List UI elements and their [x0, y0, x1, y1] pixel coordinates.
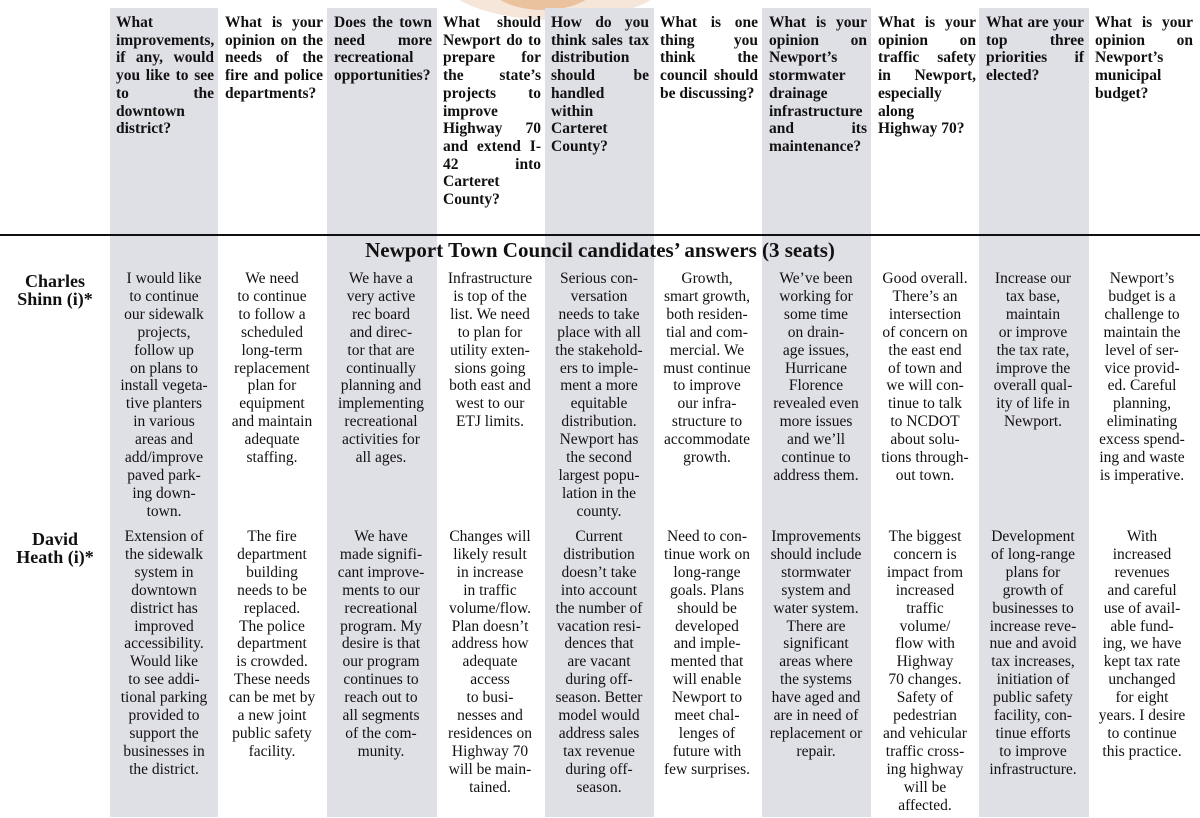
question-recreation: Does the town need more recreational opportunities?	[334, 14, 432, 85]
answer-shinn-traffic-safety: Good overall. There’s an intersection of concern on the east end of town and we will con- tinue to talk to NCDOT about solu- tions through- out town.	[881, 270, 969, 484]
candidate-last-name: Shinn (i)*	[17, 289, 93, 309]
answer-shinn-priorities: Increase our tax base, maintain or improve the tax rate, improve the overall qual- ity of life in Newport.	[993, 270, 1073, 431]
question-council-discussion: What is one thing you think the council should be discussing?	[660, 14, 758, 102]
answer-shinn-stormwater: We’ve been working for some time on drain- age issues, Hurricane Florence revealed even more issues and we’ll continue to address them.	[773, 270, 859, 484]
question-downtown: What improvements, if any, would you like to see to the downtown district?	[116, 14, 215, 138]
answer-shinn-council-discussion: Growth, smart growth, both residen- tial and com- mercial. We must continue to improve our infra- structure to accommodate growth.	[663, 270, 751, 467]
answer-shinn-downtown: I would like to continue our sidewalk projects, follow up on plans to install vegeta- tive planters in various areas and add/improve paved park- ing down- town.	[120, 270, 208, 520]
answer-shinn-recreation: We have a very active rec board and direc- tor that are continually planning and implementing recreational activities for all ages.	[337, 270, 425, 467]
question-traffic-safety: What is your opinion on traffic safety in Newport, especially along Highway 70?	[878, 14, 976, 138]
question-header-row	[0, 14, 1200, 234]
answer-shinn-fire-police: We need to continue to follow a scheduled long-term replacement plan for equipment and maintain adequate staffing.	[231, 270, 313, 467]
question-budget: What is your opinion on Newport’s municipal budget?	[1095, 14, 1193, 102]
answer-heath-downtown: Extension of the sidewalk system in downtown district has improved accessibility. Would like to see addi- tional parking provided to support the businesses in the district.	[120, 528, 208, 778]
answer-heath-priorities: Development of long-range plans for growth of businesses to increase reve- nue and avoid tax increases, initiation of public safety facility, con- tinue efforts to improve infrastructure.	[989, 528, 1077, 778]
answer-heath-fire-police: The fire department building needs to be replaced. The police department is crowded. These needs can be met by a new joint public safety facility.	[228, 528, 316, 760]
answer-shinn-highway-70: Infrastructure is top of the list. We need to plan for utility exten- sions going both east and west to our ETJ limits.	[447, 270, 533, 431]
answer-heath-council-discussion: Need to con- tinue work on long-range goals. Plans should be developed and imple- mented that will enable Newport to meet chal- lenges of future with few surprises.	[663, 528, 751, 778]
answer-heath-sales-tax: Current distribution doesn’t take into account the number of vacation resi- dences that are vacant during off- season. Better model would address sales tax revenue during off- season.	[555, 528, 643, 796]
question-stormwater: What is your opinion on Newport’s stormwater drainage infrastructure and its maintenance?	[769, 14, 867, 155]
answer-heath-traffic-safety: The biggest concern is impact from increased traffic volume/ flow with Highway 70 changes. Safety of pedestrian and vehicular traffic cross- ing highway will be affected.	[883, 528, 967, 814]
candidate-first-name: David	[31, 529, 78, 549]
answer-heath-budget: With increased revenues and careful use of avail- able fund- ing, we have kept tax rate unchanged for eight years. I desire to continue this practice.	[1098, 528, 1186, 760]
answer-heath-highway-70: Changes will likely result in increase in traffic volume/flow. Plan doesn’t address how adequate access to busi- nesses and residences on Highway 70 will be main- tained.	[448, 528, 532, 796]
answer-heath-recreation: We have made signifi- cant improve- ments to our recreational program. My desire is that our program continues to reach out to all segments of the com- munity.	[337, 528, 425, 760]
answer-shinn-sales-tax: Serious con- versation needs to take place with all the stakehold- ers to imple- ment a more equitable distribution. Newport has the second largest popu- lation in the county.	[555, 270, 643, 520]
question-highway-70: What should Newport do to prepare for the state’s projects to improve Highway 70 and extend I-42 into Carteret County?	[443, 14, 541, 209]
question-sales-tax: How do you think sales tax distribution should be handled within Carteret County?	[551, 14, 649, 155]
candidate-name-heath	[0, 530, 110, 566]
candidate-name-shinn	[0, 272, 110, 308]
section-title: Newport Town Council candidates’ answers (3 seats)	[365, 238, 835, 262]
candidate-first-name: Charles	[25, 271, 85, 291]
answer-shinn-budget: Newport’s budget is a challenge to maintain the level of ser- vice provid- ed. Careful planning, eliminating excess spend- ing and waste is imperative.	[1099, 270, 1185, 484]
answer-heath-stormwater: Improvements should include stormwater system and water system. There are significant areas where the systems have aged and are in need of replacement or repair.	[769, 528, 863, 760]
question-fire-police: What is your opinion on the needs of the fire and police departments?	[225, 14, 323, 102]
question-priorities: What are your top three priorities if elected?	[986, 14, 1084, 85]
candidate-last-name: Heath (i)*	[16, 547, 94, 567]
